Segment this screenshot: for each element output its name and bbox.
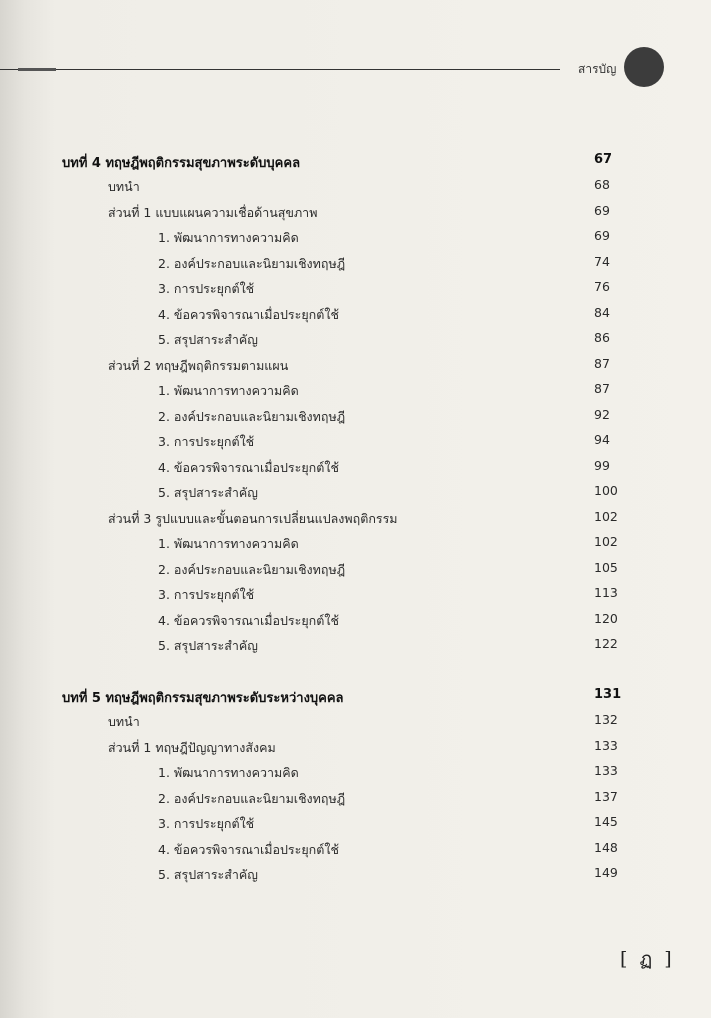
toc-entry-row — [0, 560, 711, 582]
toc-entry-label: 2. องค์ประกอบและนิยามเชิงทฤษฎี — [158, 256, 346, 271]
toc-entry-row — [0, 254, 711, 276]
toc-entry-row — [0, 611, 711, 633]
toc-entry-label: ส่วนที่ 3 รูปแบบและขั้นตอนการเปลี่ยนแปลงพฤติกรรม — [108, 511, 398, 526]
toc-entry-row — [0, 305, 711, 327]
toc-entry-label: 4. ข้อควรพิจารณาเมื่อประยุกต์ใช้ — [158, 842, 339, 857]
toc-page-number: 69 — [594, 228, 610, 243]
toc-entry-row — [0, 381, 711, 403]
toc-entry-label: 3. การประยุกต์ใช้ — [158, 281, 255, 296]
toc-entry-label: 2. องค์ประกอบและนิยามเชิงทฤษฎี — [158, 562, 346, 577]
toc-page-number: 122 — [594, 636, 618, 651]
toc-page-number: 149 — [594, 865, 618, 880]
toc-entry-label: ส่วนที่ 1 ทฤษฎีปัญญาทางสังคม — [108, 740, 276, 755]
toc-entry-label: บทที่ 4 ทฤษฎีพฤติกรรมสุขภาพระดับบุคคล — [62, 156, 301, 171]
toc-page-number: 148 — [594, 840, 618, 855]
toc-entry-label: ส่วนที่ 2 ทฤษฎีพฤติกรรมตามแผน — [108, 358, 289, 373]
toc-entry-row — [0, 865, 711, 887]
toc-page-number: 133 — [594, 738, 618, 753]
toc-page-number: 86 — [594, 330, 610, 345]
toc-entry-row — [0, 177, 711, 199]
toc-page-number: 113 — [594, 585, 618, 600]
toc-entry-label: บทที่ 5 ทฤษฎีพฤติกรรมสุขภาพระดับระหว่างบุคคล — [62, 691, 344, 706]
toc-page-number: 145 — [594, 814, 618, 829]
toc-page-number: 94 — [594, 432, 610, 447]
toc-entry-row — [0, 228, 711, 250]
toc-entry-label: 1. พัฒนาการทางความคิด — [158, 230, 299, 245]
toc-page-number: 87 — [594, 381, 610, 396]
toc-entry-label: บทนำ — [108, 179, 140, 194]
toc-chapter-row — [0, 152, 711, 174]
toc-page-number: 102 — [594, 534, 618, 549]
toc-page-number: 69 — [594, 203, 610, 218]
toc-page-number: 105 — [594, 560, 618, 575]
toc-entry-label: 2. องค์ประกอบและนิยามเชิงทฤษฎี — [158, 409, 346, 424]
toc-entry-row — [0, 738, 711, 760]
toc-entry-row — [0, 458, 711, 480]
page-folio: [ ฏ ] — [620, 948, 675, 970]
toc-page-number: 67 — [594, 152, 613, 167]
toc-entry-label: 4. ข้อควรพิจารณาเมื่อประยุกต์ใช้ — [158, 613, 339, 628]
toc-page-number: 132 — [594, 712, 618, 727]
toc-entry-label: 4. ข้อควรพิจารณาเมื่อประยุกต์ใช้ — [158, 460, 339, 475]
toc-entry-label: 1. พัฒนาการทางความคิด — [158, 765, 299, 780]
toc-page-number: 120 — [594, 611, 618, 626]
toc-entry-label: 5. สรุปสาระสำคัญ — [158, 867, 258, 882]
toc-entry-label: 5. สรุปสาระสำคัญ — [158, 485, 258, 500]
toc-page-number: 102 — [594, 509, 618, 524]
toc-entry-label: บทนำ — [108, 714, 140, 729]
toc-entry-row — [0, 483, 711, 505]
toc-entry-row — [0, 279, 711, 301]
toc-page-number: 92 — [594, 407, 610, 422]
toc-entry-label: 3. การประยุกต์ใช้ — [158, 816, 255, 831]
toc-page-number: 133 — [594, 763, 618, 778]
toc-entry-row — [0, 763, 711, 785]
toc-entry-row — [0, 534, 711, 556]
toc-entry-row — [0, 585, 711, 607]
toc-entry-row — [0, 432, 711, 454]
toc-page-number: 137 — [594, 789, 618, 804]
toc-entry-row — [0, 509, 711, 531]
header-title: สารบัญ — [578, 62, 617, 76]
toc-page-number: 76 — [594, 279, 610, 294]
toc-entry-row — [0, 203, 711, 225]
toc-page-number: 131 — [594, 687, 622, 702]
toc-page-number: 87 — [594, 356, 610, 371]
toc-page-number: 99 — [594, 458, 610, 473]
toc-entry-label: 4. ข้อควรพิจารณาเมื่อประยุกต์ใช้ — [158, 307, 339, 322]
toc-page-number: 74 — [594, 254, 610, 269]
toc-entry-row — [0, 407, 711, 429]
toc-entry-label: 3. การประยุกต์ใช้ — [158, 434, 255, 449]
toc-chapter-row — [0, 687, 711, 709]
toc-entry-label: 5. สรุปสาระสำคัญ — [158, 638, 258, 653]
toc-page-number: 84 — [594, 305, 610, 320]
toc-entry-row — [0, 330, 711, 352]
toc-entry-row — [0, 636, 711, 658]
toc-entry-row — [0, 356, 711, 378]
toc-page-number: 100 — [594, 483, 618, 498]
toc-entry-label: 2. องค์ประกอบและนิยามเชิงทฤษฎี — [158, 791, 346, 806]
toc-entry-label: 5. สรุปสาระสำคัญ — [158, 332, 258, 347]
toc-entry-row — [0, 712, 711, 734]
toc-entry-label: ส่วนที่ 1 แบบแผนความเชื่อด้านสุขภาพ — [108, 205, 318, 220]
toc-entry-row — [0, 840, 711, 862]
toc-entry-label: 3. การประยุกต์ใช้ — [158, 587, 255, 602]
toc-entry-row — [0, 789, 711, 811]
toc-entry-row — [0, 814, 711, 836]
toc-entry-label: 1. พัฒนาการทางความคิด — [158, 383, 299, 398]
toc-entry-label: 1. พัฒนาการทางความคิด — [158, 536, 299, 551]
toc-page-number: 68 — [594, 177, 610, 192]
